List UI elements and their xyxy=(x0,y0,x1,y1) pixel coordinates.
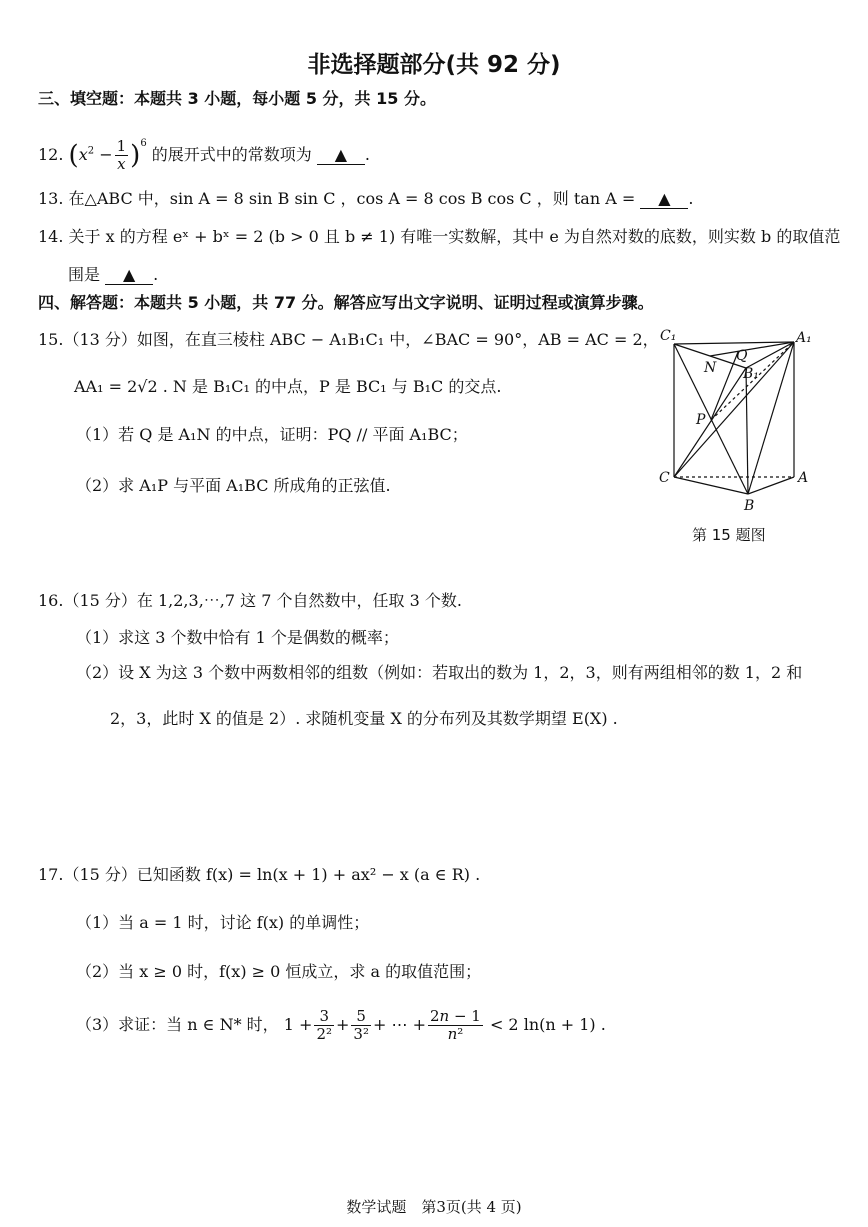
label-C: C xyxy=(659,470,670,486)
label-N: N xyxy=(704,360,717,376)
question-17-line1: 17.（15 分）已知函数 f(x) = ln(x + 1) + ax² − x (a ∈ R) . xyxy=(38,865,481,884)
question-15-line2: AA₁ = 2√2 . N 是 B₁C₁ 的中点，P 是 BC₁ 与 B₁C 的交点. xyxy=(74,377,502,396)
label-Q: Q xyxy=(736,348,748,364)
question-13-answer-blank: ▲ xyxy=(640,190,688,209)
question-17-part3-suffix: < 2 ln(n + 1) . xyxy=(489,1015,606,1034)
question-16-line1: 16.（15 分）在 1,2,3,⋯,7 这 7 个自然数中，任取 3 个数. xyxy=(38,591,462,610)
prism-figure xyxy=(656,322,812,512)
question-15-line1: 15.（13 分）如图，在直三棱柱 ABC − A₁B₁C₁ 中，∠BAC = 90°，AB = AC = 2， xyxy=(38,330,659,349)
question-17-part2: （2）当 x ≥ 0 时，f(x) ≥ 0 恒成立，求 a 的取值范围； xyxy=(76,962,482,981)
question-13: 13. 在△ABC 中，sin A = 8 sin B sin C ，cos A = 8 cos B cos C ，则 tan A = ▲ . xyxy=(38,189,694,208)
question-12-expression: ($x^2$ − $\frac{1}{x}$ )$^6$ xyxy=(68,137,147,173)
section-solution-heading: 四、解答题：本题共 5 小题，共 77 分。解答应写出文字说明、证明过程或演算步骤。 xyxy=(38,293,654,312)
figure-caption: 第 15 题图 xyxy=(692,526,766,544)
question-14-line2: 围是 xyxy=(68,265,101,284)
question-14 xyxy=(38,226,840,248)
question-15-part1: （1）若 Q 是 A₁N 的中点，证明：PQ // 平面 A₁BC； xyxy=(76,425,468,444)
question-15-part2: （2）求 A₁P 与平面 A₁BC 所成角的正弦值. xyxy=(76,476,391,495)
question-17-part1: （1）当 a = 1 时，讨论 f(x) 的单调性； xyxy=(76,913,370,932)
label-C1: C₁ xyxy=(660,328,677,344)
question-14-line1: 关于 x 的方程 eˣ + bˣ = 2 (b > 0 且 b ≠ 1) 有唯一实数解，其中 e 为自然对数的底数，则实数 b 的取值范 xyxy=(68,227,841,246)
question-16-part2a: （2）设 X 为这 3 个数中两数相邻的组数（例如：若取出的数为 1，2，3，则有两组相邻的数 1，2 和 xyxy=(76,663,803,682)
question-14-number: 14. xyxy=(38,227,64,246)
label-P: P xyxy=(696,412,706,428)
question-12: 12. ($x^2$ − $\frac{1}{x}$ )$^6$ 的展开式中的常数项为 ▲ . xyxy=(38,137,370,173)
question-17-part3-prefix: （3）求证：当 n ∈ N* 时， xyxy=(76,1015,279,1034)
question-17-series: 1 + $\frac{3}{\text{2²}}$ + $\frac{5}{\text{3²}}$ + ⋯ + $\frac{2n - 1}{\text{n²}}$ xyxy=(283,1007,481,1043)
label-B: B xyxy=(744,498,755,512)
question-12-number: 12. xyxy=(38,145,64,164)
question-12-text: 的展开式中的常数项为 xyxy=(151,145,312,164)
section-fill-in-heading: 三、填空题：本题共 3 小题，每小题 5 分，共 15 分。 xyxy=(38,89,436,108)
page-title: 非选择题部分(共 92 分) xyxy=(307,52,561,78)
question-13-text: 在△ABC 中，sin A = 8 sin B sin C ，cos A = 8 cos B cos C ，则 tan A = xyxy=(68,189,636,208)
label-A1: A₁ xyxy=(796,330,812,346)
question-16-part2b: 2，3，此时 X 的值是 2）. 求随机变量 X 的分布列及其数学期望 E(X) . xyxy=(110,709,618,728)
question-12-answer-blank: ▲ xyxy=(317,146,365,165)
label-B1: B₁ xyxy=(743,366,759,382)
question-13-number: 13. xyxy=(38,189,64,208)
question-17-part3 xyxy=(76,1008,606,1043)
page-footer: 数学试题 第3页(共 4 页) xyxy=(346,1198,522,1216)
label-A: A xyxy=(798,470,809,486)
question-14-answer-blank: ▲ xyxy=(105,266,153,285)
question-14-cont: 围是 ▲ . xyxy=(68,265,159,284)
question-16-part1: （1）求这 3 个数中恰有 1 个是偶数的概率； xyxy=(76,628,399,647)
